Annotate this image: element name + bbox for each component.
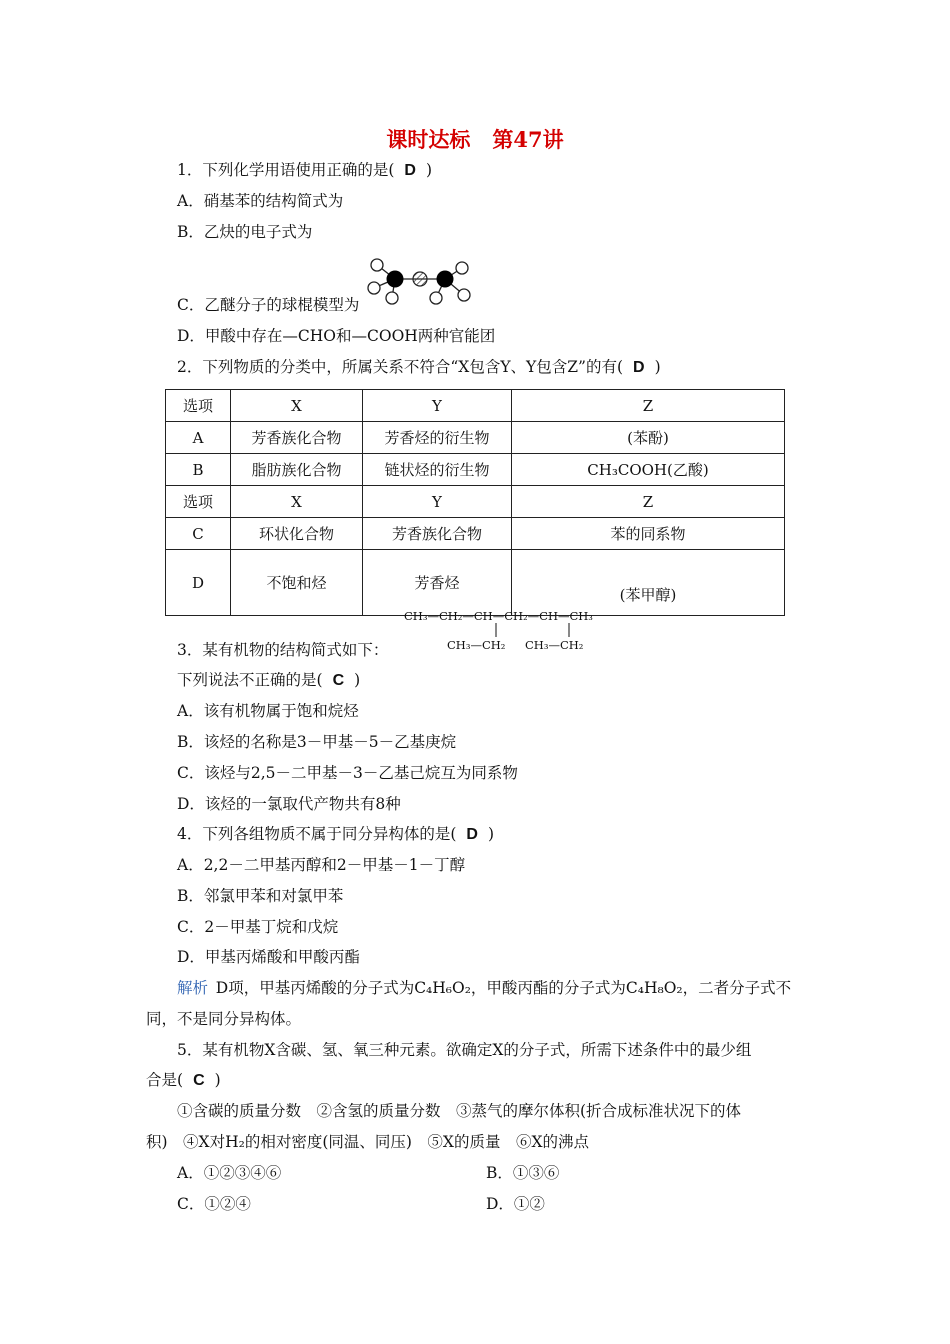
q1-option-a: A．硝基苯的结构简式为 (177, 192, 344, 210)
q1-answer: D (404, 162, 416, 179)
q4-analysis-cont: 同，不是同分异构体。 (146, 1010, 302, 1028)
page-title: 课时达标 第47讲 (386, 127, 564, 152)
q1-stem: 1．下列化学用语使用正确的是( D ) (177, 161, 433, 179)
structure-branch-2: CH₃—CH₂ (525, 638, 584, 652)
q4-option-c: C．2－甲基丁烷和戊烷 (177, 918, 339, 936)
q3-option-a: A．该有机物属于饱和烷烃 (177, 702, 359, 720)
q3-subquestion: 下列说法不正确的是( C ) (177, 671, 361, 689)
q5-option-c: C．①②④ (177, 1195, 251, 1213)
q5-conditions: ①含碳的质量分数 ②含氢的质量分数 ③蒸气的摩尔体积(折合成标准状况下的体 (177, 1102, 742, 1120)
q5-answer: C (193, 1072, 205, 1089)
q4-answer: D (466, 826, 478, 843)
q5-option-a: A．①②③④⑥ (177, 1164, 282, 1182)
q3-stem: 3．某有机物的结构简式如下： (177, 641, 389, 659)
analysis-label: 解析 (177, 979, 209, 997)
q3-option-b: B．该烃的名称是3－甲基－5－乙基庚烷 (177, 733, 457, 751)
table-row: 选项 X Y Z (166, 486, 785, 518)
q4-analysis: 解析 D项，甲基丙烯酸的分子式为C₄H₆O₂，甲酸丙酯的分子式为C₄H₈O₂，二者分子式不 (177, 979, 792, 997)
q5-stem-cont: 合是( C ) (146, 1071, 221, 1089)
table-row: B 脂肪族化合物 链状烃的衍生物 CH₃COOH(乙酸) (166, 454, 785, 486)
q5-stem: 5．某有机物X含碳、氢、氧三种元素。欲确定X的分子式，所需下述条件中的最少组 (177, 1041, 752, 1059)
q5-option-b: B．①③⑥ (486, 1164, 560, 1182)
q2-stem: 2．下列物质的分类中，所属关系不符合“X包含Y、Y包含Z”的有( D ) (177, 358, 661, 376)
q2-answer: D (633, 359, 645, 376)
q1-option-b: B．乙炔的电子式为 (177, 223, 313, 241)
table-header-row: 选项 X Y Z (166, 390, 785, 422)
table-row: C 环状化合物 芳香族化合物 苯的同系物 (166, 518, 785, 550)
structure-branch-1: CH₃—CH₂ (447, 638, 506, 652)
classification-table (165, 389, 785, 616)
ether-ball-stick-model (364, 252, 476, 306)
q3-option-d: D．该烃的一氯取代产物共有8种 (177, 795, 401, 813)
q5-conditions-cont: 积) ④X对H₂的相对密度(同温、同压) ⑤X的质量 ⑥X的沸点 (146, 1133, 589, 1151)
q1-option-c: C．乙醚分子的球棍模型为 (177, 296, 360, 314)
table-row: A 芳香族化合物 芳香烃的衍生物 (苯酚) (166, 422, 785, 454)
q4-option-d: D．甲基丙烯酸和甲酸丙酯 (177, 948, 360, 966)
q3-option-c: C．该烃与2,5－二甲基－3－乙基己烷互为同系物 (177, 764, 518, 782)
q5-option-d: D．①② (486, 1195, 545, 1213)
structure-main-chain: CH₃—CH₂—CH—CH₂—CH—CH₃ (404, 609, 593, 623)
q3-answer: C (332, 672, 345, 689)
table-row: D 不饱和烃 芳香烃 (苯甲醇) (166, 550, 785, 616)
q4-stem: 4．下列各组物质不属于同分异构体的是( D ) (177, 825, 495, 843)
q4-option-b: B．邻氯甲苯和对氯甲苯 (177, 887, 344, 905)
q1-option-d: D．甲酸中存在—CHO和—COOH两种官能团 (177, 327, 496, 345)
q4-option-a: A．2,2－二甲基丙醇和2－甲基－1－丁醇 (177, 856, 466, 874)
